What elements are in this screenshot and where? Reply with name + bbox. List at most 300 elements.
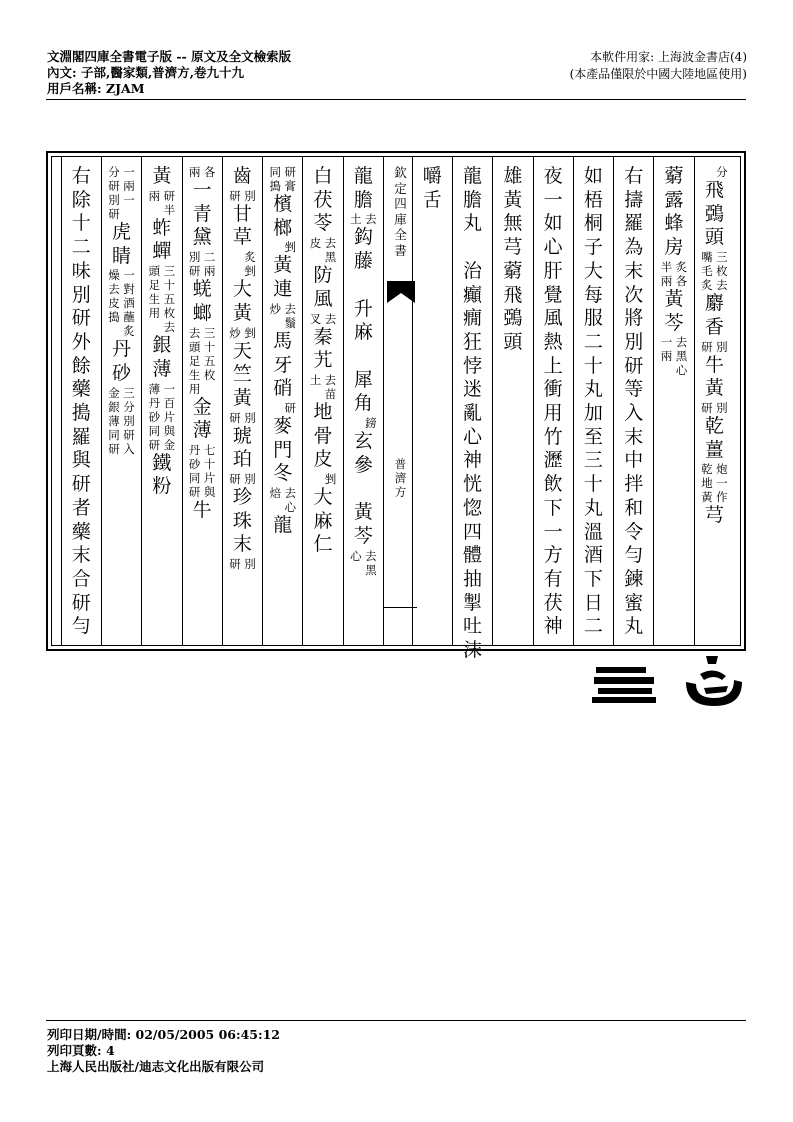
seal-mark-left-icon <box>592 663 658 705</box>
note-right-line: 研 <box>284 400 296 415</box>
note-right-line: 別 <box>244 188 256 203</box>
main-char: 珍 <box>232 486 252 509</box>
main-char: 搗 <box>71 402 91 425</box>
main-char: 硝 <box>273 377 293 400</box>
note-left-line: 土 <box>309 372 322 387</box>
main-char: 嚼 <box>422 165 442 187</box>
main-char: 風 <box>313 287 333 310</box>
main-char <box>351 274 375 298</box>
note-right-line: 研 <box>163 188 176 203</box>
main-char: 龍 <box>273 514 293 537</box>
main-char: 草 <box>232 226 252 249</box>
main-char: 四 <box>463 520 483 543</box>
main-char: 珠 <box>232 509 252 532</box>
main-char: 酒 <box>583 544 603 567</box>
main-char: 研 <box>624 354 644 377</box>
annotation-note <box>661 335 688 377</box>
main-char: 亂 <box>463 402 483 425</box>
main-char: 膽 <box>353 188 373 211</box>
note-right-line: 別 <box>244 472 256 487</box>
main-char: 加 <box>583 402 603 425</box>
note-left-line: 別研 <box>188 250 201 279</box>
header-region-notice: (本產品僅限於中國大陸地區使用) <box>569 67 747 81</box>
main-char: 癲 <box>463 283 483 306</box>
header-content-path: 內文: 子部,醫家類,普濟方,卷九十九 <box>47 65 245 80</box>
main-char: 肝 <box>543 259 563 282</box>
note-right-line: 三枚去 <box>716 250 728 293</box>
note-left-line: 研 <box>701 400 713 415</box>
note-left-line: 炒 <box>269 301 281 316</box>
text-column <box>573 157 613 645</box>
main-char: 升 <box>353 297 373 320</box>
annotation-note <box>148 382 175 452</box>
note-right-line: 一兩 <box>123 165 135 193</box>
annotation-note <box>310 312 337 326</box>
note-right-line: 二兩 <box>203 250 216 279</box>
main-char: 十 <box>583 354 603 377</box>
annotation-note <box>661 260 688 288</box>
main-char: 下 <box>543 496 563 519</box>
main-char: 虎 <box>112 221 132 243</box>
note-right-line: 去鬚 <box>284 301 296 330</box>
main-char: 丸 <box>624 615 644 638</box>
annotation-note <box>350 416 377 430</box>
main-char: 角 <box>353 392 373 415</box>
footer <box>47 1027 280 1075</box>
note-left-line <box>701 165 713 179</box>
main-char: 麝 <box>704 292 724 315</box>
note-left-line: 焙 <box>269 486 281 501</box>
main-char: 至 <box>583 425 603 448</box>
main-char: 癇 <box>463 307 483 330</box>
main-char: 鐵 <box>152 451 172 474</box>
main-char: 治 <box>463 259 483 282</box>
main-char: 芎 <box>503 236 523 259</box>
main-char: 黃 <box>152 165 172 187</box>
main-char: 龍 <box>353 165 373 187</box>
main-char: 艽 <box>313 349 333 372</box>
annotation-note <box>189 250 216 278</box>
note-left-line <box>269 240 281 254</box>
annotation-note <box>189 165 216 179</box>
main-char: 參 <box>353 453 373 476</box>
main-char: 藤 <box>353 250 373 273</box>
annotation-note <box>701 462 728 504</box>
note-right-line: 別 <box>244 557 256 572</box>
main-char: 如 <box>543 212 563 235</box>
note-right-line: 去苗 <box>324 372 337 401</box>
main-char: 丸 <box>463 212 483 235</box>
main-char: 舌 <box>422 188 442 211</box>
note-left-line: 去頭足生用 <box>188 325 201 396</box>
annotation-note <box>701 340 728 354</box>
note-left-line: 分研 <box>108 165 120 193</box>
note-right-line: 三分別研入 <box>123 385 135 456</box>
main-char: 檳 <box>273 193 293 215</box>
main-char: 茯 <box>313 188 333 211</box>
note-left-line: 同搗 <box>269 165 281 193</box>
main-char: 薄 <box>152 357 172 380</box>
note-left-line <box>229 250 241 278</box>
main-char: 瀝 <box>543 449 563 472</box>
main-char: 蚱 <box>152 216 172 239</box>
main-char <box>461 236 485 260</box>
annotation-note <box>269 401 296 415</box>
note-left-line: 兩 <box>188 165 201 179</box>
text-column <box>653 157 693 645</box>
note-right-line: 去黑心 <box>675 335 688 378</box>
annotation-note <box>148 264 175 334</box>
note-right-line: 剉 <box>284 240 296 255</box>
page-frame <box>46 151 746 662</box>
main-char: 犀 <box>353 368 373 391</box>
note-right-line: 去 <box>365 212 377 227</box>
main-char: 勻 <box>624 544 644 567</box>
main-char: 牙 <box>273 353 293 376</box>
note-left-line: 炒 <box>229 325 241 340</box>
main-char: 令 <box>624 520 644 543</box>
main-char: 牛 <box>704 353 724 376</box>
main-char: 骨 <box>313 424 333 447</box>
main-char: 丸 <box>583 496 603 519</box>
note-left-line <box>148 203 160 217</box>
main-char: 甘 <box>232 202 252 225</box>
main-char: 上 <box>543 354 563 377</box>
text-column <box>343 157 383 645</box>
main-char: 連 <box>273 278 293 301</box>
main-char: 研 <box>71 591 91 614</box>
main-char: 迷 <box>463 378 483 401</box>
main-char: 麻 <box>313 509 333 532</box>
annotation-note <box>108 193 135 221</box>
main-char: 黃 <box>503 188 523 211</box>
main-char: 日 <box>583 591 603 614</box>
main-char: 研 <box>71 473 91 496</box>
main-char: 風 <box>543 307 563 330</box>
note-left-line: 一兩 <box>660 335 673 364</box>
note-right-line: 三十五枚去 <box>163 264 176 335</box>
main-char: 蜣 <box>192 278 212 301</box>
header-username: 用戶名稱: ZJAM <box>47 81 145 96</box>
main-char: 羅 <box>71 425 91 448</box>
note-right-line: 七十片與 <box>203 442 216 499</box>
note-left-line: 土 <box>350 212 362 227</box>
note-right-line: 各 <box>203 165 216 179</box>
main-char <box>351 345 375 369</box>
main-char: 蜂 <box>664 212 684 235</box>
main-char: 下 <box>583 567 603 590</box>
note-left-line: 乾地黃 <box>701 462 713 505</box>
main-char: 飛 <box>503 283 523 306</box>
main-char: 丸 <box>583 378 603 401</box>
main-char: 芩 <box>664 311 684 334</box>
main-char: 芩 <box>353 524 373 547</box>
main-char: 竺 <box>232 363 252 386</box>
main-char: 仁 <box>313 533 333 556</box>
main-char: 十 <box>583 473 603 496</box>
note-right-line: 炮一作 <box>716 462 728 505</box>
main-char: 香 <box>704 315 724 338</box>
note-left-line: 兩 <box>148 188 161 203</box>
main-char: 麻 <box>353 321 373 344</box>
main-char: 拌 <box>624 473 644 496</box>
annotation-note <box>350 549 377 577</box>
main-char: 一 <box>192 179 212 201</box>
main-char: 如 <box>583 165 603 187</box>
main-char: 銀 <box>152 334 172 357</box>
main-char: 別 <box>71 283 91 306</box>
main-char: 藭 <box>664 165 684 187</box>
main-char: 三 <box>583 449 603 472</box>
main-char: 大 <box>313 486 333 509</box>
header-rule <box>46 99 746 100</box>
main-char: 芎 <box>704 504 724 527</box>
main-char: 天 <box>232 339 252 362</box>
main-char: 丹 <box>112 338 132 361</box>
note-left-line <box>350 416 362 430</box>
note-right-line: 鎊 <box>365 416 377 431</box>
main-char: 膽 <box>463 188 483 211</box>
note-left-line: 金銀薄同研 <box>108 385 120 456</box>
main-char: 右 <box>624 165 644 187</box>
text-column <box>694 157 734 645</box>
text-column <box>101 157 141 645</box>
main-char: 冬 <box>273 462 293 485</box>
main-char: 秦 <box>313 325 333 348</box>
note-right-line: 半 <box>163 202 176 217</box>
main-char: 沫 <box>463 639 483 662</box>
main-char: 末 <box>71 544 91 567</box>
note-right-line: 去 <box>324 311 337 326</box>
text-area <box>51 156 741 662</box>
main-char: 薑 <box>704 438 724 461</box>
main-char: 除 <box>71 188 91 211</box>
annotation-note <box>269 240 296 254</box>
main-char: 白 <box>313 165 333 187</box>
main-char: 藥 <box>71 520 91 543</box>
main-char: 為 <box>624 236 644 259</box>
annotation-note <box>229 472 256 486</box>
main-char: 龍 <box>463 165 483 187</box>
main-char: 將 <box>624 307 644 330</box>
main-char: 末 <box>232 533 252 556</box>
main-char: 地 <box>313 400 333 423</box>
main-char: 研 <box>71 307 91 330</box>
main-char: 中 <box>624 449 644 472</box>
main-char: 神 <box>543 615 563 638</box>
main-char: 馬 <box>273 329 293 352</box>
note-left-line: 頭足生用 <box>148 264 161 321</box>
note-left-line: 丹砂同研 <box>188 442 201 499</box>
annotation-note <box>269 165 296 193</box>
note-left-line: 燥去皮搗 <box>108 268 120 325</box>
note-left-line: 心 <box>350 548 362 563</box>
note-right-line: 三十五枚 <box>203 325 216 382</box>
main-char: 二 <box>583 330 603 353</box>
main-char: 右 <box>71 165 91 187</box>
main-char: 衝 <box>543 378 563 401</box>
main-char: 藥 <box>71 378 91 401</box>
main-char: 齒 <box>232 165 252 187</box>
note-left-line: 別研 <box>108 193 120 221</box>
annotation-note <box>350 212 377 226</box>
main-char: 黃 <box>232 386 252 409</box>
main-char: 恍 <box>463 473 483 496</box>
main-char: 琥 <box>232 424 252 447</box>
note-right-line: 別 <box>244 410 256 425</box>
main-char: 覺 <box>543 283 563 306</box>
main-char: 麥 <box>273 414 293 437</box>
main-char: 入 <box>624 402 644 425</box>
main-char: 大 <box>232 278 252 301</box>
note-right-line: 別 <box>716 400 728 415</box>
main-char: 每 <box>583 283 603 306</box>
main-char: 防 <box>313 264 333 287</box>
annotation-note <box>269 302 296 330</box>
main-char: 飛 <box>704 179 724 201</box>
main-char: 餘 <box>71 354 91 377</box>
main-char: 擣 <box>624 188 644 211</box>
main-char: 睛 <box>112 244 132 267</box>
main-char: 勻 <box>71 615 91 638</box>
main-char: 抽 <box>463 567 483 590</box>
main-char: 悖 <box>463 354 483 377</box>
main-char: 末 <box>624 425 644 448</box>
text-column <box>182 157 222 645</box>
note-right-line: 炙各 <box>675 259 688 288</box>
print-page-count: 列印頁數: 4 <box>47 1043 115 1058</box>
main-char: 體 <box>463 544 483 567</box>
main-char: 黃 <box>664 287 684 310</box>
main-char: 茯 <box>543 591 563 614</box>
annotation-note <box>229 250 256 278</box>
main-char: 心 <box>463 425 483 448</box>
text-column <box>262 157 302 645</box>
note-right-line: 分 <box>716 165 728 179</box>
main-char: 方 <box>543 544 563 567</box>
note-left-line: 研 <box>229 188 241 203</box>
main-char: 二 <box>583 615 603 638</box>
main-char <box>351 477 375 501</box>
annotation-note <box>310 472 337 486</box>
spine-book-name: 普 濟 方 <box>394 457 407 499</box>
spine-title: 欽 定 四 庫 全 書 <box>394 165 407 258</box>
main-char: 黃 <box>273 254 293 277</box>
main-char: 惚 <box>463 496 483 519</box>
note-right-line: 去黑 <box>365 548 377 577</box>
main-char: 黃 <box>232 301 252 324</box>
main-char: 味 <box>71 259 91 282</box>
main-char: 大 <box>583 259 603 282</box>
main-char: 玄 <box>353 430 373 453</box>
header-title: 文淵閣四庫全書電子版 -- 原文及全文檢索版 <box>47 49 292 64</box>
main-char: 房 <box>664 236 684 259</box>
main-char: 子 <box>583 236 603 259</box>
main-char: 蟬 <box>152 240 172 263</box>
note-left-line: 研 <box>229 472 241 487</box>
main-char: 乾 <box>704 414 724 437</box>
main-char: 鈎 <box>353 226 373 249</box>
annotation-note <box>108 386 135 456</box>
main-char: 珀 <box>232 448 252 471</box>
main-char: 神 <box>463 449 483 472</box>
main-char: 心 <box>543 236 563 259</box>
main-char: 二 <box>71 236 91 259</box>
note-right-line: 剉 <box>324 472 337 487</box>
note-left-line <box>269 401 281 415</box>
main-char: 狂 <box>463 330 483 353</box>
annotation-note <box>189 326 216 396</box>
main-char: 粉 <box>152 475 172 498</box>
main-char: 別 <box>624 330 644 353</box>
annotation-note <box>310 236 337 264</box>
annotation-note <box>701 165 728 179</box>
main-char: 一 <box>543 188 563 211</box>
note-right-line: 去黑 <box>324 236 337 265</box>
annotation-note <box>148 203 175 217</box>
annotation-note <box>229 189 256 203</box>
text-column <box>141 157 181 645</box>
note-left-line: 研 <box>701 339 713 354</box>
main-char: 一 <box>543 520 563 543</box>
main-char: 服 <box>583 307 603 330</box>
main-char: 夜 <box>543 165 563 187</box>
main-char: 苓 <box>313 212 333 235</box>
annotation-note <box>108 268 135 338</box>
main-char: 砂 <box>112 362 132 385</box>
annotation-note <box>189 443 216 499</box>
main-char: 鍊 <box>624 567 644 590</box>
text-column <box>302 157 342 645</box>
annotation-note <box>269 486 296 514</box>
note-left-line: 嘴毛炙 <box>701 250 713 293</box>
main-char: 十 <box>71 212 91 235</box>
main-char: 蜜 <box>624 591 644 614</box>
annotation-note <box>148 189 175 203</box>
main-char: 與 <box>71 449 91 472</box>
header-right <box>570 49 747 83</box>
text-column <box>613 157 653 645</box>
main-char: 青 <box>192 202 212 225</box>
main-char: 次 <box>624 283 644 306</box>
main-char: 金 <box>192 395 212 418</box>
main-char: 門 <box>273 438 293 461</box>
main-char: 頭 <box>503 330 523 353</box>
main-char: 梧 <box>583 188 603 211</box>
main-char: 黛 <box>192 226 212 249</box>
text-column <box>452 157 492 662</box>
main-char: 薄 <box>192 419 212 442</box>
main-char: 鵶 <box>704 202 724 225</box>
main-char: 桐 <box>583 212 603 235</box>
main-char: 掣 <box>463 591 483 614</box>
annotation-note <box>310 373 337 401</box>
note-left-line: 半兩 <box>660 259 673 288</box>
main-char: 者 <box>71 496 91 519</box>
note-right-line: 剉 <box>244 325 256 340</box>
main-char: 吐 <box>463 615 483 638</box>
annotation-note <box>108 165 135 193</box>
main-char: 皮 <box>313 448 333 471</box>
text-column <box>533 157 573 645</box>
annotation-note <box>229 557 256 571</box>
main-char: 末 <box>624 259 644 282</box>
main-char: 熱 <box>543 330 563 353</box>
main-char: 藭 <box>503 259 523 282</box>
header-licensee: 本軟件用家: 上海波金書店(4) <box>590 50 747 64</box>
main-char: 飲 <box>543 473 563 496</box>
note-right-line: 一百片與金 <box>163 381 176 452</box>
